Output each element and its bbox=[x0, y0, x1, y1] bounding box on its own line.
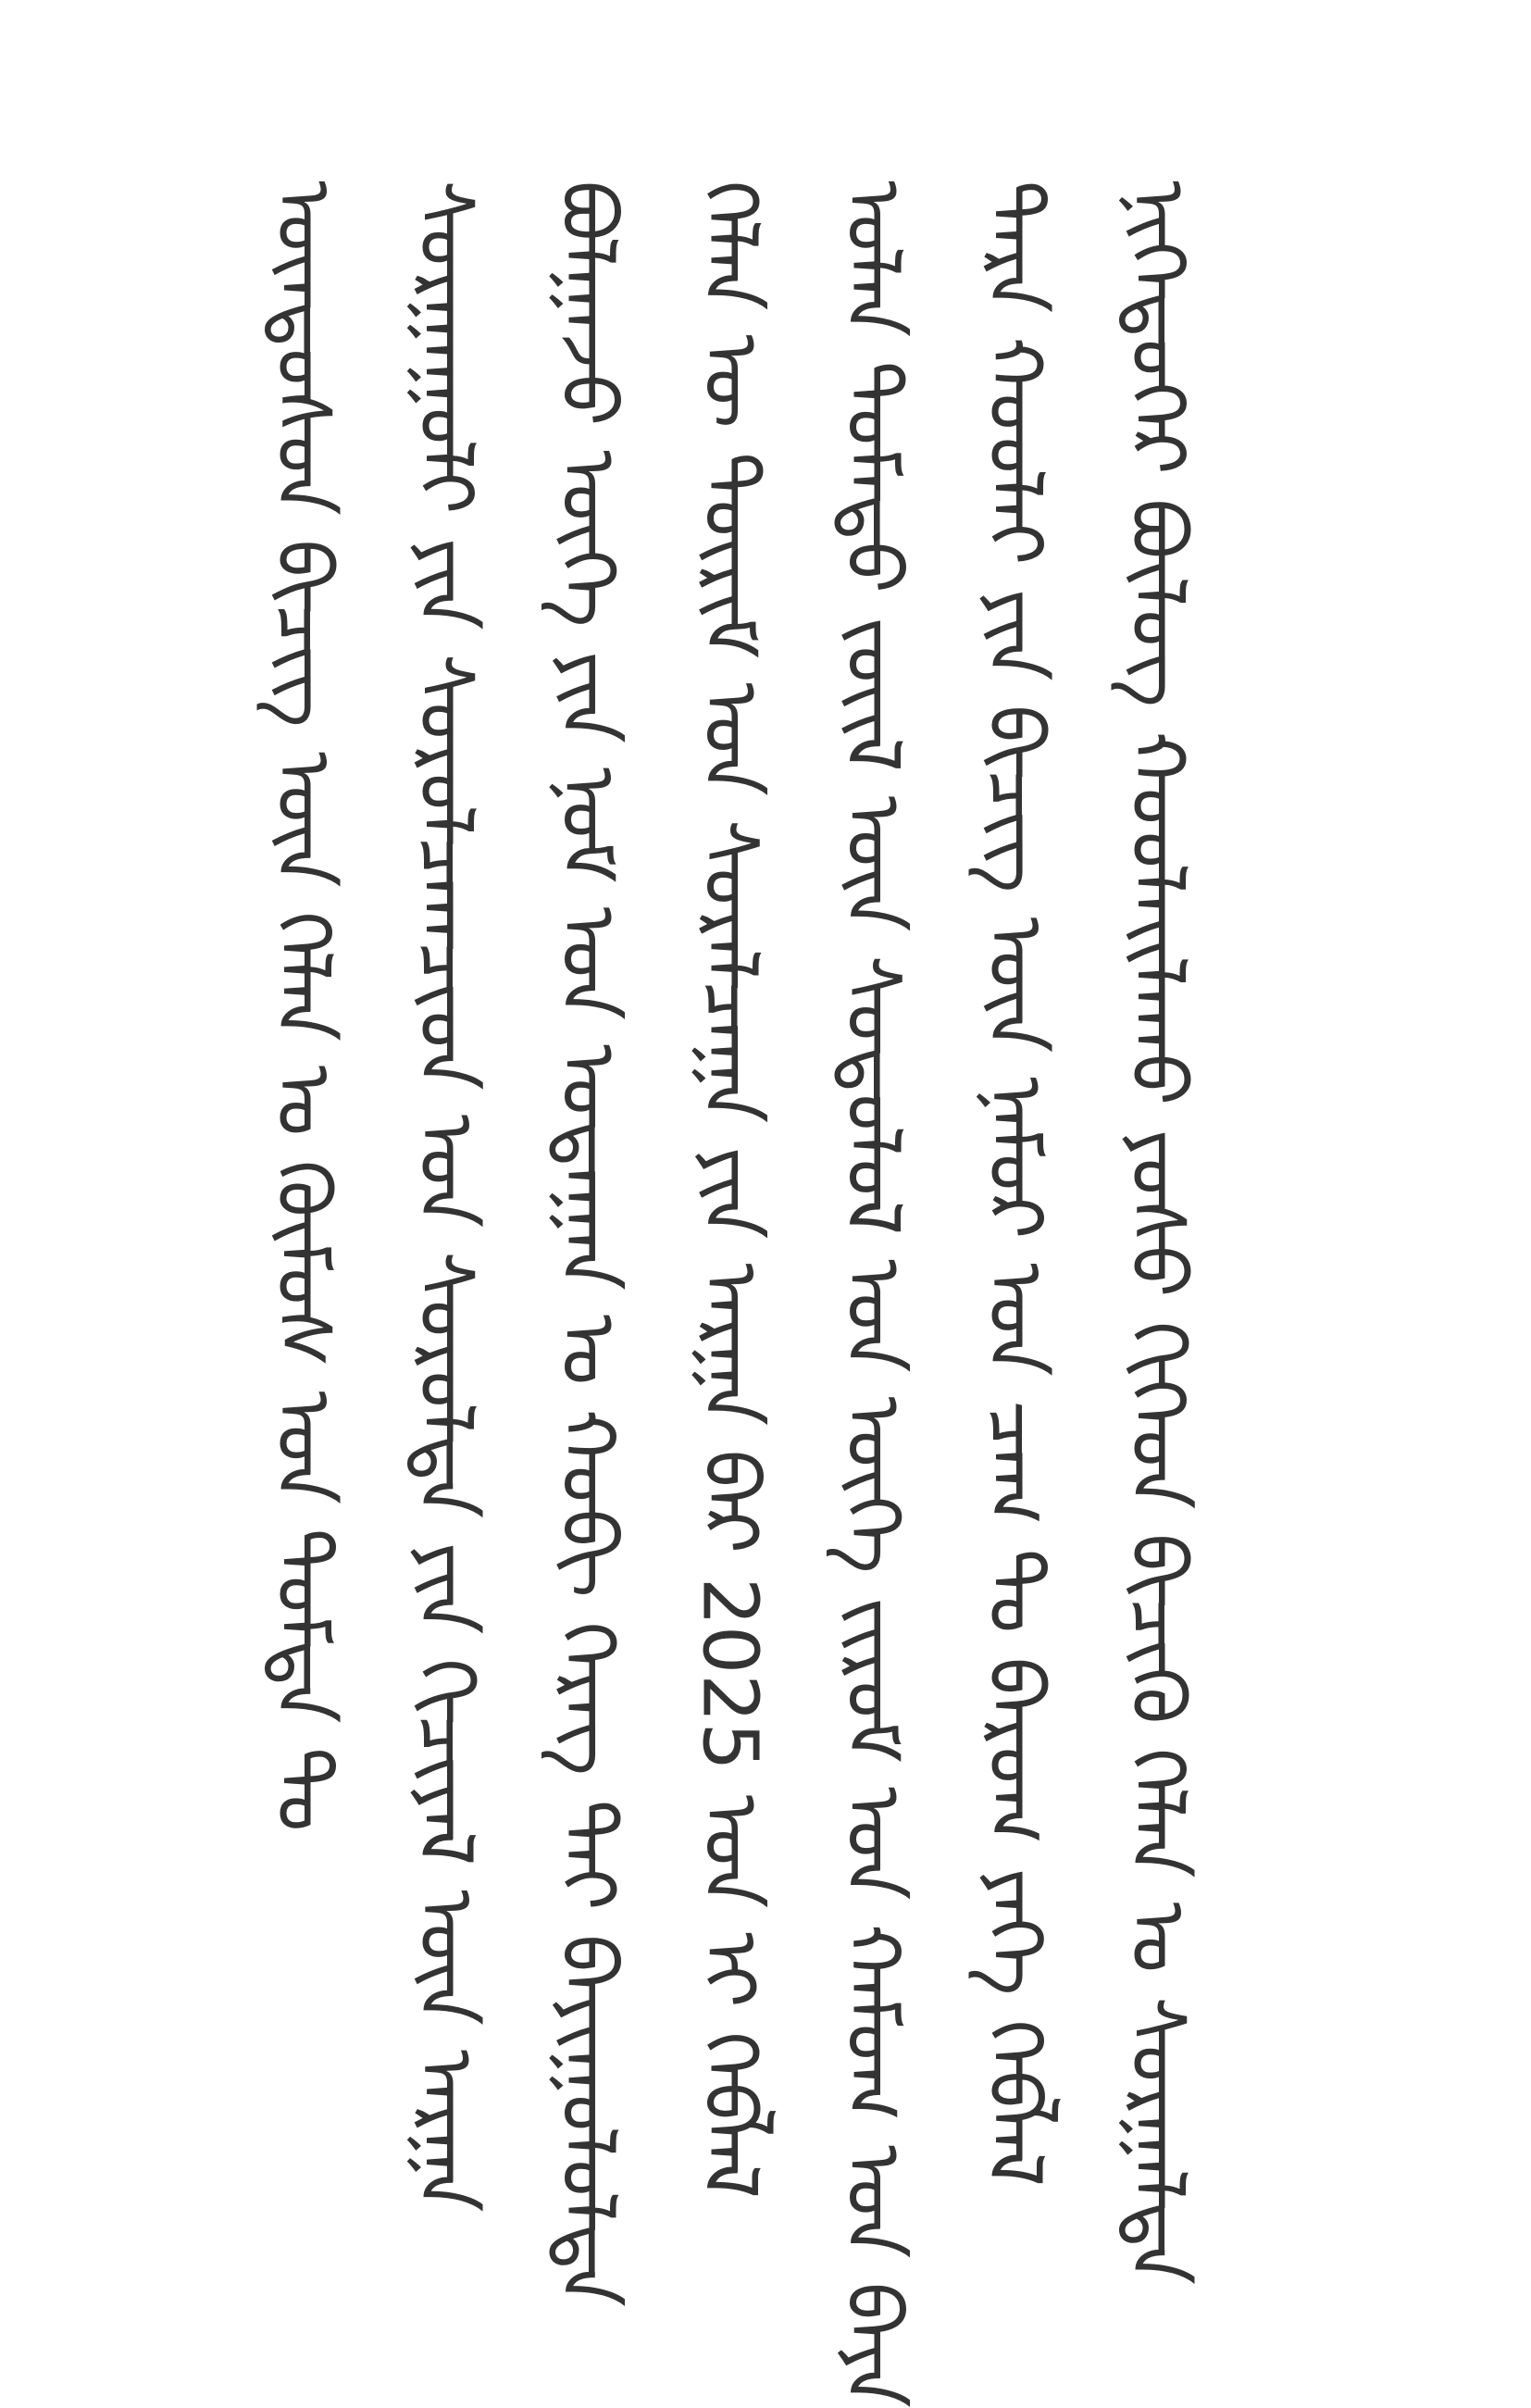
vertical-text-block bbox=[258, 181, 1201, 2408]
text-line-5: ᠪᠣᠯᠭᠠᠵᠤ ᠦᠭᠡ ᠶᠢᠨ ᠨᠣᠮ ᠤᠨ ᠤᠳᠠᠭᠠᠨ ᠤ ᠬᠤᠪᠢ ᠬᠡᠷᠡᠭ ᠲᠡᠶ ᠪᠠᠶᠢᠭᠤᠯᠤᠯᠲᠠ bbox=[542, 181, 631, 2307]
text-line-7: ᠦᠨᠳᠦᠰᠦᠨ ᠪᠢᠴᠢᠭ ᠦᠨ ᠬᠡᠯᠡᠨ ᠤ ᠬᠦᠮᠦᠰ ᠤᠨ ᠳᠤᠮᠳᠠ ᠲᠤ bbox=[258, 181, 346, 1832]
text-line-1: ᠨᠢᠭᠡᠳᠦᠭᠡᠷ ᠪᠦᠯᠦᠭ ᠬᠤᠤᠯᠠᠢᠯᠠᠬᠤ ᠶᠣᠰᠣ ᠬᠢᠭᠡᠳ ᠪᠢᠴᠢᠬᠦ ᠬᠡᠯᠡᠨ ᠤ ᠰᠤᠷᠭᠠᠯᠲᠠ bbox=[1112, 181, 1201, 2285]
text-line-2: ᠲᠡᠷᠡ ᠬᠤᠤᠯᠠᠢ ᠶᠢᠨ ᠪᠢᠴᠢᠭ ᠦᠨ ᠨᠠᠮᠤᠷ ᠤᠨ ᠴᠠᠭ ᠲᠤ ᠪᠠᠷᠤᠭ ᠶᠡᠬᠡ ᠬᠡᠪᠯᠡᠯ bbox=[970, 181, 1059, 2187]
text-line-3: ᠤᠯᠠᠨ ᠲᠤᠮᠠᠲᠤ ᠵᠦᠢᠯ ᠦᠨ ᠰᠤᠳᠤᠯᠤᠯ ᠤᠨ ᠦᠭᠡ ᠵᠢᠷᠤᠮ ᠤᠨ ᠬᠠᠮᠤᠭ ᠤᠨ ᠪᠡᠶᠡ bbox=[828, 181, 916, 2408]
text-line-4: ᠬᠡᠯᠡᠨ ᠦ ᠳᠦᠷᠢᠮ ᠤᠨ ᠰᠤᠷᠠᠯᠴᠠᠭᠠ ᠶᠢᠨ ᠠᠷᠭᠠ ᠪᠠᠷ 2025 ᠣᠨ ᠢ ᠬᠡᠪᠯᠡᠯ bbox=[685, 181, 774, 2199]
text-line-6: ᠰᠤᠷᠭᠠᠭᠤᠯᠢ ᠶᠢᠨ ᠰᠤᠷᠤᠯᠴᠠᠭᠴᠢᠳ ᠤᠨ ᠰᠤᠷᠤᠯᠲᠠ ᠶᠢᠨ ᠬᠢᠴᠢᠶᠡᠯ ᠦᠨ ᠠᠷᠭᠠ bbox=[400, 181, 489, 2213]
